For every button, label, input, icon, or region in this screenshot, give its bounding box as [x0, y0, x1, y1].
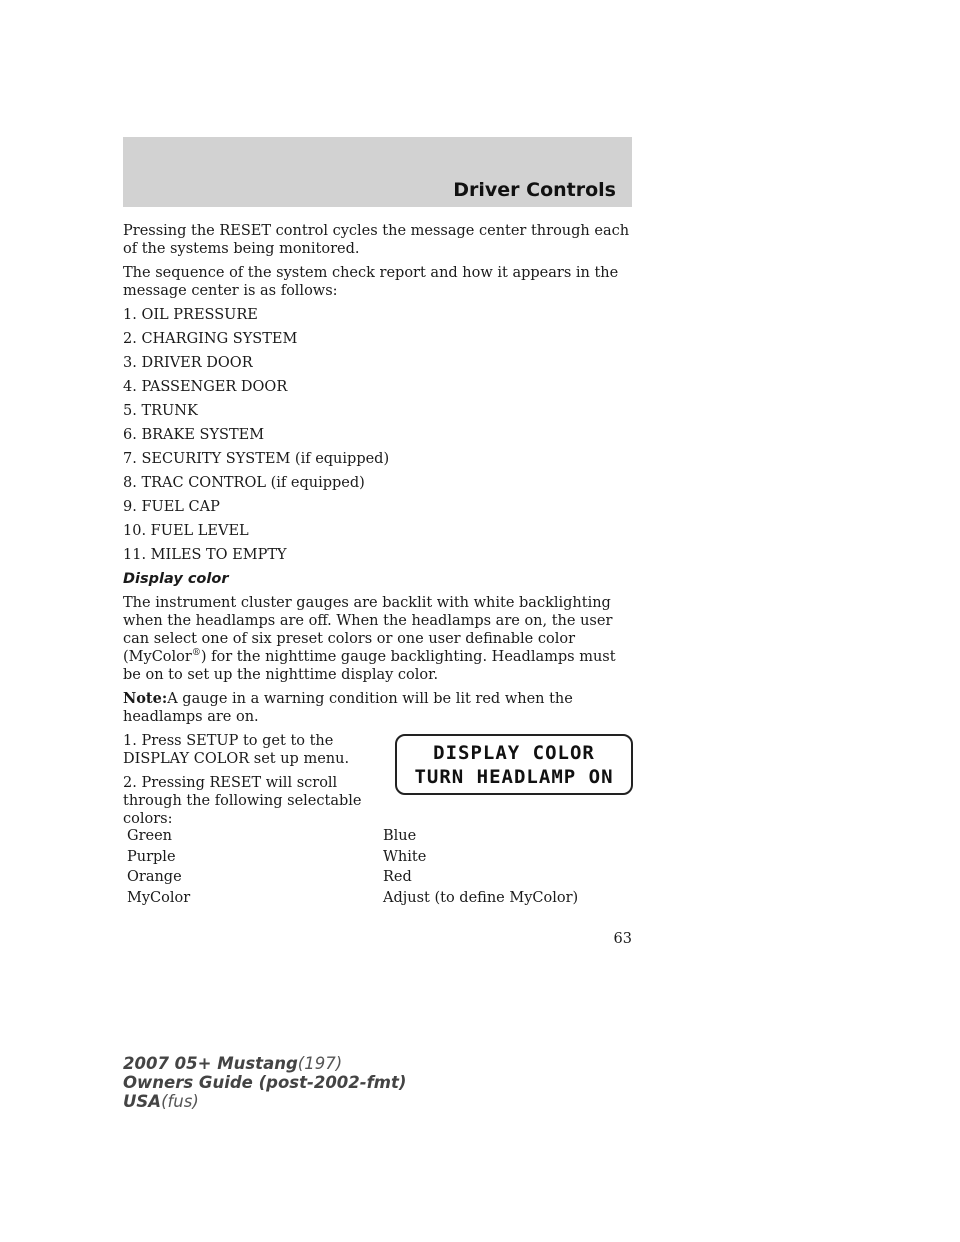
- note-label: Note:: [123, 690, 168, 707]
- color-option: Red: [383, 869, 412, 885]
- list-item: 7. SECURITY SYSTEM (if equipped): [123, 451, 390, 467]
- list-item: 2. CHARGING SYSTEM: [123, 331, 298, 347]
- display-color-heading: Display color: [123, 571, 229, 587]
- color-option: Blue: [383, 828, 417, 844]
- footer-market: USA: [123, 1092, 162, 1111]
- color-option: White: [383, 848, 427, 865]
- color-options-table: [127, 826, 633, 908]
- color-option: Purple: [127, 848, 176, 865]
- table-row: [127, 867, 633, 888]
- footer-model: 2007 05+ Mustang: [123, 1054, 298, 1073]
- message-center-display: [395, 734, 633, 795]
- color-option: Adjust (to define MyColor): [383, 889, 579, 906]
- note-paragraph: [123, 690, 633, 726]
- display-color-text-after: ) for the nighttime gauge backlighting. Headlamps must be on to set up the nighttime display color.: [123, 649, 616, 683]
- list-item: 6. BRAKE SYSTEM: [123, 427, 265, 443]
- color-option: Green: [127, 828, 173, 844]
- intro-paragraph-2: The sequence of the system check report and how it appears in the message center is as follows:: [123, 265, 619, 299]
- step-2: 2. Pressing RESET will scroll through the following selectable colors:: [123, 775, 362, 827]
- footer-line-3: [123, 1092, 406, 1111]
- color-option: Orange: [127, 869, 182, 885]
- footer-line-2: [123, 1073, 406, 1092]
- table-row: [127, 847, 633, 868]
- page-number: 63: [613, 931, 632, 947]
- list-item: 11. MILES TO EMPTY: [123, 547, 287, 563]
- setup-steps-section: [123, 732, 633, 827]
- section-header-band: [123, 137, 632, 207]
- list-item: 8. TRAC CONTROL (if equipped): [123, 475, 365, 491]
- display-line-2: TURN HEADLAMP ON: [414, 765, 614, 788]
- footer-guide: Owners Guide (post-2002-fmt): [123, 1073, 407, 1092]
- setup-steps: [123, 732, 363, 828]
- page-content: [123, 222, 633, 908]
- footer-model-code: (197): [297, 1054, 343, 1073]
- table-row: [127, 888, 633, 909]
- list-item: 5. TRUNK: [123, 403, 198, 419]
- display-line-1: DISPLAY COLOR: [433, 741, 595, 764]
- footer-line-1: [123, 1054, 406, 1073]
- list-item: 9. FUEL CAP: [123, 499, 220, 515]
- list-item: 4. PASSENGER DOOR: [123, 379, 288, 395]
- step-1: 1. Press SETUP to get to the DISPLAY COLOR set up menu.: [123, 733, 350, 767]
- registered-mark: ®: [191, 648, 201, 659]
- section-title: Driver Controls: [453, 179, 616, 201]
- document-footer: [123, 1054, 406, 1111]
- color-option: MyColor: [127, 889, 191, 906]
- list-item: 3. DRIVER DOOR: [123, 355, 253, 371]
- note-text: A gauge in a warning condition will be lit red when the headlamps are on.: [123, 691, 573, 725]
- system-check-sequence-list: [123, 306, 633, 564]
- list-item: 10. FUEL LEVEL: [123, 523, 249, 539]
- intro-paragraph-1: Pressing the RESET control cycles the message center through each of the systems being monitored.: [123, 223, 630, 257]
- table-row: [127, 826, 633, 847]
- display-color-text-before: The instrument cluster gauges are backlit with white backlighting when the headlamps are off. When the headlamps are on, the user can select one of six preset colors or one user definable color (MyColor: [123, 595, 613, 665]
- display-color-paragraph: [123, 594, 633, 684]
- footer-market-code: (fus): [161, 1092, 199, 1111]
- list-item: 1. OIL PRESSURE: [123, 307, 258, 323]
